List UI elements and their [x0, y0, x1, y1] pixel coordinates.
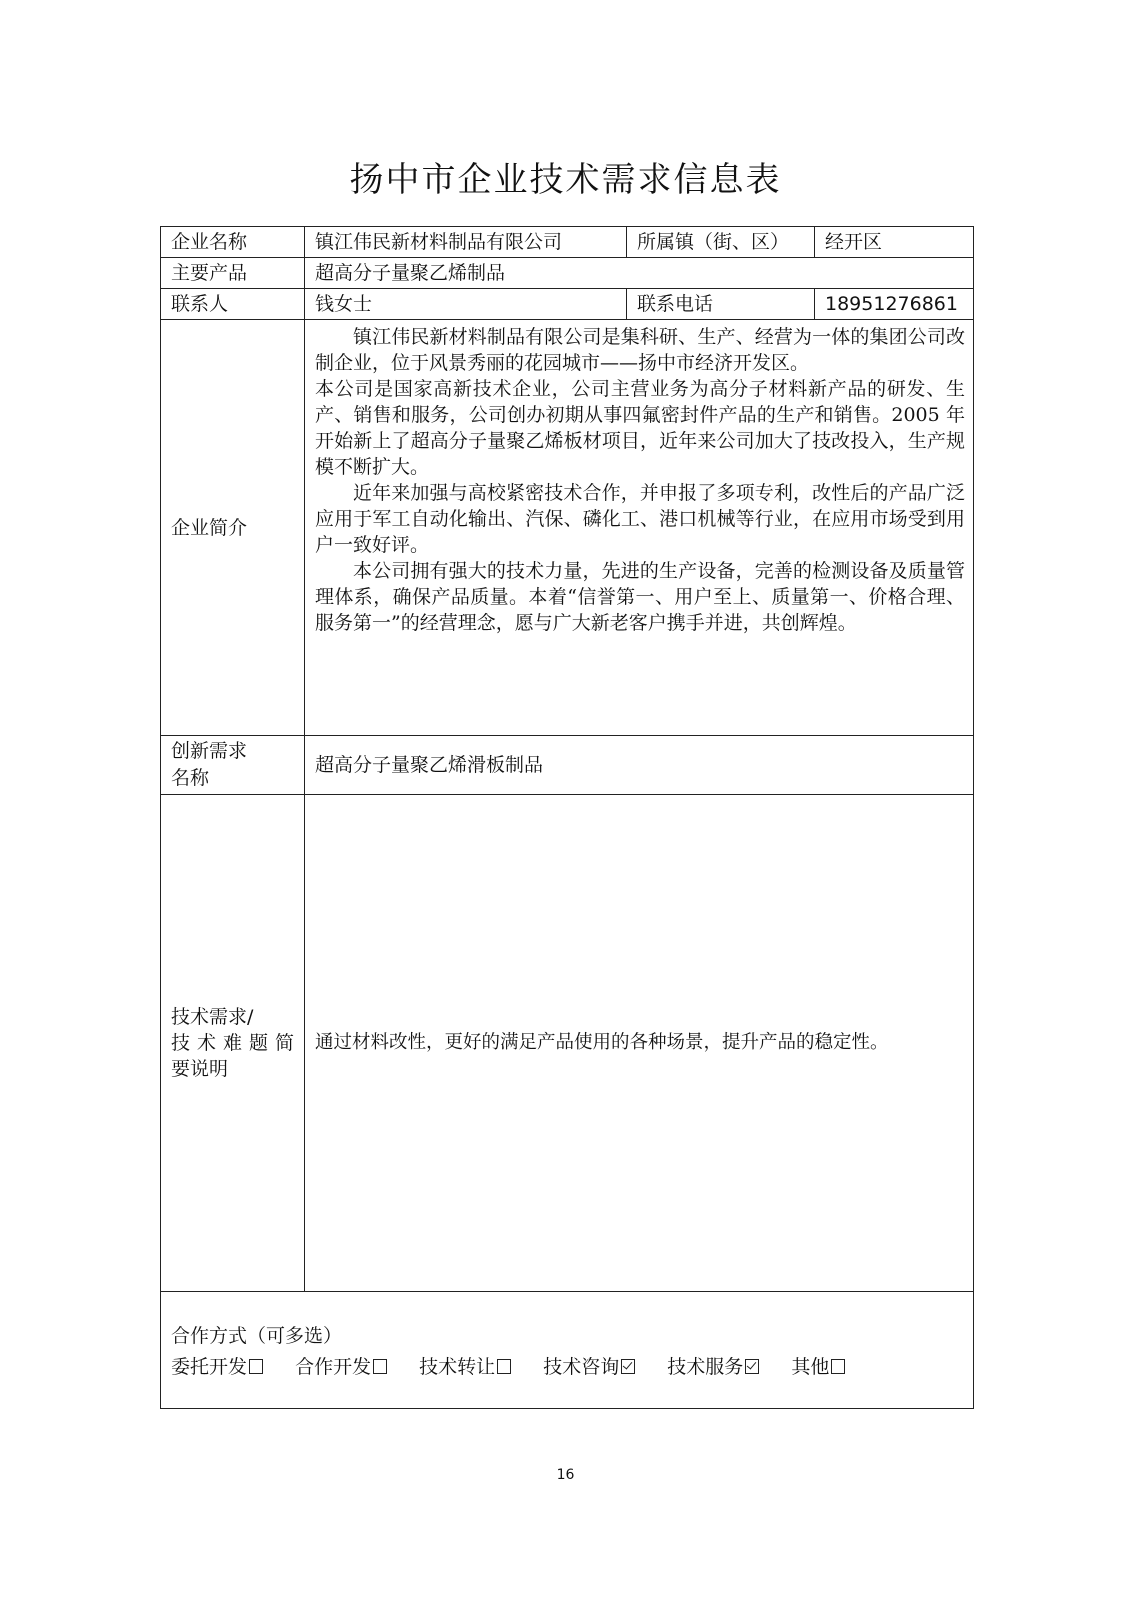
cooperation-row	[161, 1292, 974, 1409]
checkbox-icon[interactable]	[373, 1359, 387, 1374]
product-label: 主要产品	[161, 258, 305, 289]
coop-option-entrust[interactable]	[171, 1352, 263, 1382]
desc-label	[161, 795, 305, 1292]
need-name-label-line: 创新需求	[171, 740, 248, 762]
coop-option-label: 技术转让	[419, 1356, 496, 1378]
coop-option-label: 合作开发	[295, 1356, 372, 1378]
checkbox-checked-icon[interactable]	[621, 1359, 635, 1374]
desc-label-line: 要说明	[171, 1058, 229, 1080]
desc-label-line: 技 术 难 题 简	[171, 1032, 294, 1054]
coop-option-transfer[interactable]	[419, 1352, 511, 1382]
town-label: 所属镇（街、区）	[627, 227, 815, 258]
demand-info-table	[160, 226, 974, 1409]
need-name-value: 超高分子量聚乙烯滑板制品	[305, 736, 974, 795]
page-title: 扬中市企业技术需求信息表	[349, 160, 782, 200]
contact-label: 联系人	[161, 289, 305, 320]
product-value: 超高分子量聚乙烯制品	[305, 258, 974, 289]
intro-label: 企业简介	[161, 320, 305, 736]
phone-label: 联系电话	[627, 289, 815, 320]
intro-paragraph: 本公司是国家高新技术企业，公司主营业务为高分子材料新产品的研发、生产、销售和服务，公司创办初期从事四氟密封件产品的生产和销售。2005 年开始新上了超高分子量聚乙烯板材项目，近年来公司加大了技改投入，生产规模不断扩大。	[315, 378, 965, 478]
checkbox-icon[interactable]	[831, 1359, 845, 1374]
contact-row	[161, 289, 974, 320]
town-value: 经开区	[815, 227, 974, 258]
cooperation-options	[171, 1352, 963, 1382]
need-name-label	[161, 736, 305, 795]
checkbox-icon[interactable]	[497, 1359, 511, 1374]
intro-text	[305, 320, 974, 736]
product-row	[161, 258, 974, 289]
desc-row	[161, 795, 974, 1292]
checkbox-checked-icon[interactable]	[745, 1359, 759, 1374]
cooperation-title: 合作方式（可多选）	[171, 1325, 343, 1347]
coop-option-label: 其他	[791, 1356, 830, 1378]
phone-value: 18951276861	[815, 289, 974, 320]
need-name-label-line: 名称	[171, 767, 210, 789]
checkbox-icon[interactable]	[249, 1359, 263, 1374]
coop-option-label: 技术咨询	[543, 1356, 620, 1378]
cooperation-cell	[161, 1292, 974, 1409]
company-row	[161, 227, 974, 258]
coop-option-label: 技术服务	[667, 1356, 744, 1378]
coop-option-consult[interactable]	[543, 1352, 635, 1382]
company-name-value: 镇江伟民新材料制品有限公司	[305, 227, 627, 258]
company-name-label: 企业名称	[161, 227, 305, 258]
intro-paragraph: 镇江伟民新材料制品有限公司是集科研、生产、经营为一体的集团公司改制企业，位于风景秀丽的花园城市——扬中市经济开发区。	[315, 326, 965, 374]
coop-option-label: 委托开发	[171, 1356, 248, 1378]
coop-option-joint[interactable]	[295, 1352, 387, 1382]
contact-value: 钱女士	[305, 289, 627, 320]
need-name-row	[161, 736, 974, 795]
page-number: 16	[556, 1467, 575, 1483]
coop-option-service[interactable]	[667, 1352, 759, 1382]
desc-label-line: 技术需求/	[171, 1006, 254, 1028]
intro-row	[161, 320, 974, 736]
coop-option-other[interactable]	[791, 1352, 845, 1382]
intro-paragraph: 近年来加强与高校紧密技术合作，并申报了多项专利，改性后的产品广泛应用于军工自动化输出、汽保、磷化工、港口机械等行业，在应用市场受到用户一致好评。	[315, 482, 965, 556]
intro-paragraph: 本公司拥有强大的技术力量，先进的生产设备，完善的检测设备及质量管理体系，确保产品质量。本着“信誉第一、用户至上、质量第一、价格合理、服务第一”的经营理念，愿与广大新老客户携手并进，共创辉煌。	[315, 560, 965, 634]
desc-value: 通过材料改性，更好的满足产品使用的各种场景，提升产品的稳定性。	[305, 795, 974, 1292]
